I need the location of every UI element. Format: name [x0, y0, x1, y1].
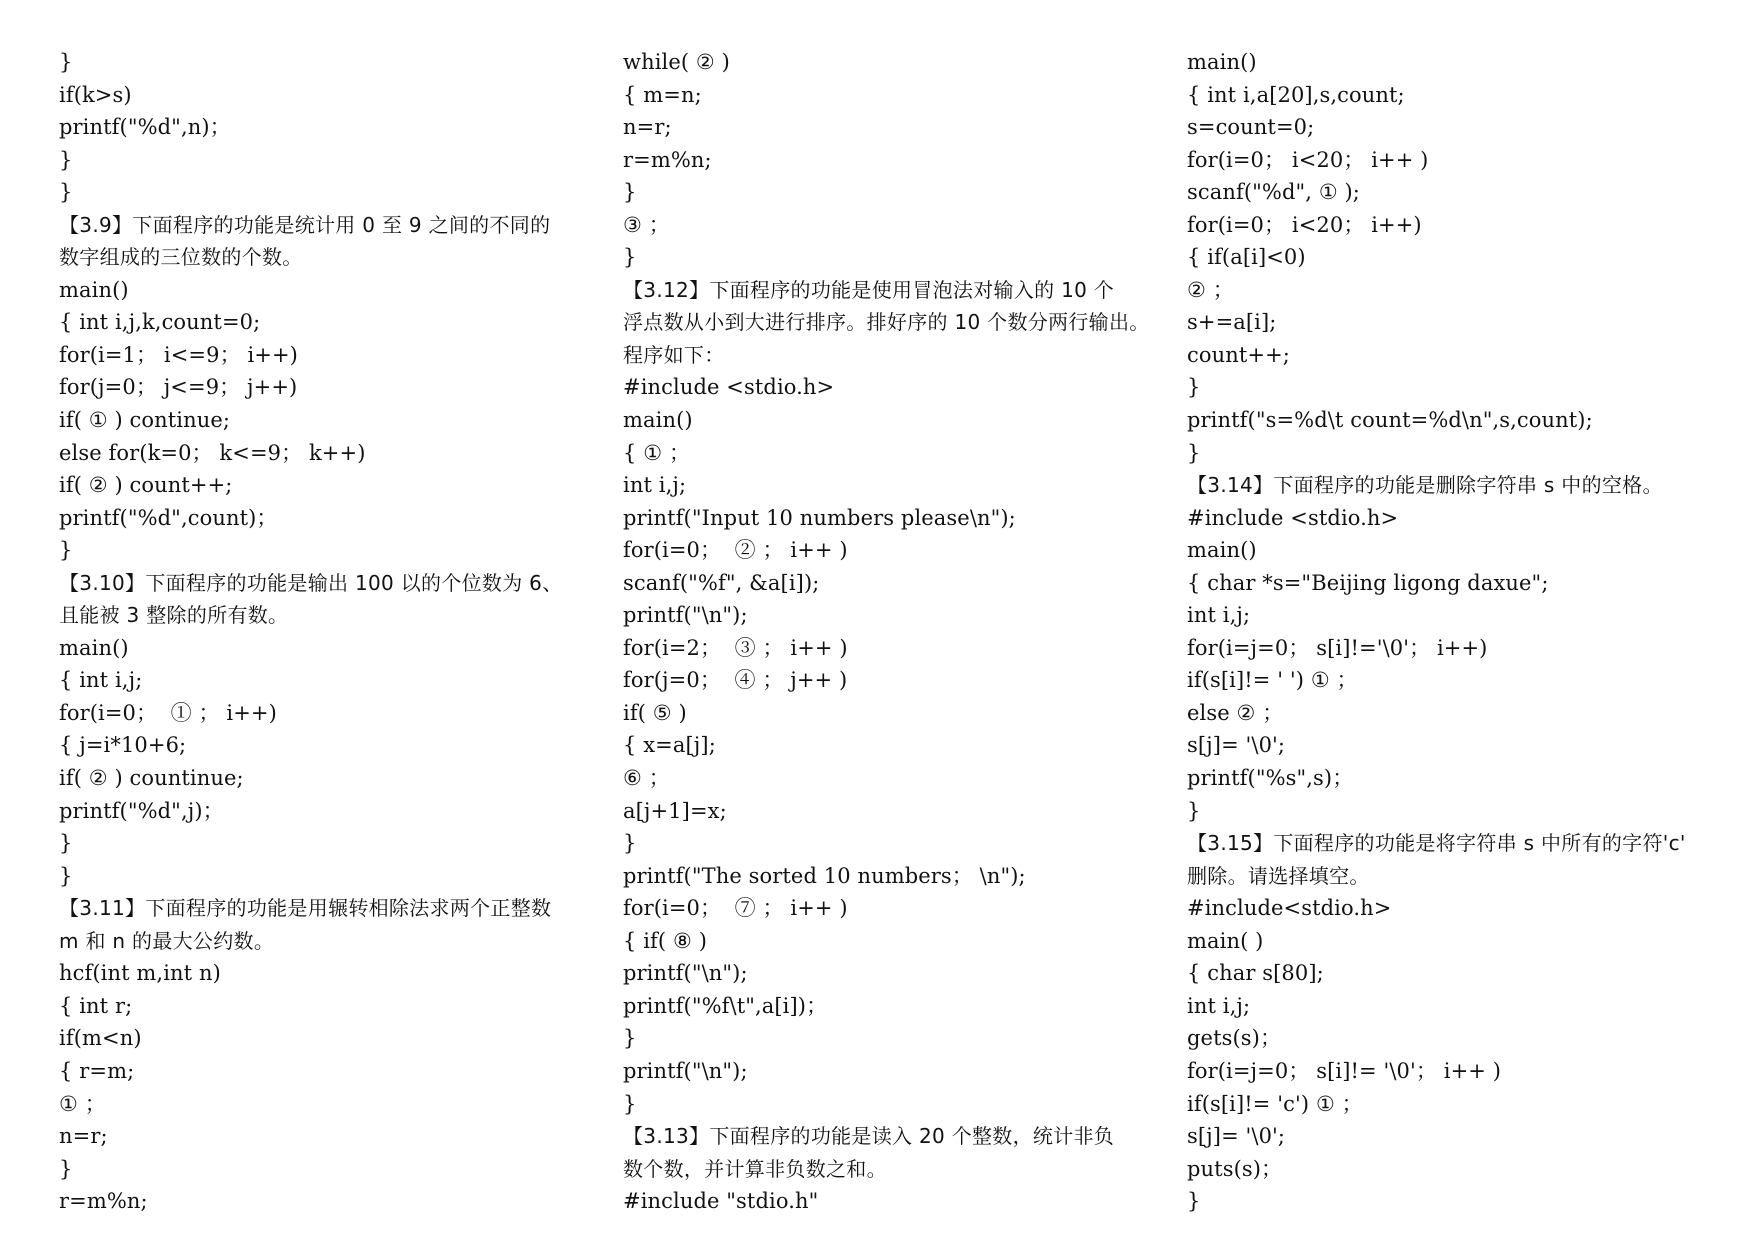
- code-line: { r=m;: [59, 1058, 135, 1083]
- code-line: for(i=0； ⑦ ； i++ ): [623, 896, 848, 921]
- question-heading-3-10: 【3.10】下面程序的功能是输出 100 以的个位数为 6、: [59, 570, 563, 595]
- code-line: { if( ⑧ ): [623, 928, 707, 953]
- code-line: r=m%n;: [59, 1189, 148, 1214]
- code-line: s=count=0;: [1187, 115, 1315, 140]
- code-line: { int i,j;: [59, 668, 143, 693]
- code-line: }: [1187, 375, 1201, 400]
- code-line: ① ；: [59, 1091, 106, 1116]
- code-line: count++;: [1187, 342, 1290, 367]
- code-line: for(j=0； ④ ； j++ ): [623, 668, 848, 693]
- code-line: }: [623, 245, 637, 270]
- question-heading-3-11: 【3.11】下面程序的功能是用辗转相除法求两个正整数: [59, 896, 552, 921]
- code-line: printf("%s",s)；: [1187, 766, 1354, 791]
- code-line: printf("%d",j)；: [59, 798, 224, 823]
- code-line: else ② ；: [1187, 700, 1284, 725]
- code-line: for(i=0； i<20； i++): [1187, 212, 1422, 237]
- code-line: }: [1187, 1189, 1201, 1214]
- code-line: ② ；: [1187, 277, 1234, 302]
- code-line: printf("%d",n)；: [59, 115, 231, 140]
- code-line: }: [59, 147, 73, 172]
- code-line: printf("\n");: [623, 961, 748, 986]
- question-text: 程序如下：: [623, 342, 725, 367]
- question-heading-3-13: 【3.13】下面程序的功能是读入 20 个整数，统计非负: [623, 1124, 1115, 1149]
- code-line: printf("\n");: [623, 1058, 748, 1083]
- code-line: s+=a[i];: [1187, 310, 1277, 335]
- code-line: s[j]= '\0';: [1187, 733, 1286, 758]
- question-heading-3-12: 【3.12】下面程序的功能是使用冒泡法对输入的 10 个: [623, 277, 1115, 302]
- code-line: scanf("%d", ① );: [1187, 180, 1360, 205]
- question-heading-3-9: 【3.9】下面程序的功能是统计用 0 至 9 之间的不同的: [59, 212, 551, 237]
- code-line: { char s[80];: [1187, 961, 1324, 986]
- column-middle: [623, 46, 1163, 1218]
- code-line: if( ② ) count++;: [59, 473, 233, 498]
- code-line: }: [59, 180, 73, 205]
- code-line: printf("Input 10 numbers please\n");: [623, 505, 1016, 530]
- code-line: for(i=0； ① ； i++): [59, 700, 277, 725]
- code-line: }: [59, 831, 73, 856]
- code-line: printf("s=%d\t count=%d\n",s,count);: [1187, 408, 1593, 433]
- code-line: printf("The sorted 10 numbers； \n");: [623, 863, 1026, 888]
- code-line: r=m%n;: [623, 147, 712, 172]
- code-line: for(i=1； i<=9； i++): [59, 342, 298, 367]
- code-line: if( ② ) countinue;: [59, 766, 244, 791]
- code-line: main(): [623, 408, 693, 433]
- code-line: int i,j;: [1187, 603, 1251, 628]
- code-line: ③ ；: [623, 212, 670, 237]
- code-line: { int i,a[20],s,count;: [1187, 82, 1405, 107]
- code-line: }: [59, 50, 73, 74]
- code-line: main(): [59, 635, 129, 660]
- code-line: }: [1187, 798, 1201, 823]
- code-line: { m=n;: [623, 82, 702, 107]
- code-line: printf("%f\t",a[i])；: [623, 993, 828, 1018]
- code-line: { j=i*10+6;: [59, 733, 187, 758]
- code-line: #include "stdio.h": [623, 1189, 819, 1214]
- question-text: m 和 n 的最大公约数。: [59, 928, 275, 953]
- code-line: if( ⑤ ): [623, 700, 687, 725]
- code-line: }: [1187, 440, 1201, 465]
- code-line: #include <stdio.h>: [1187, 505, 1399, 530]
- code-line: { int i,j,k,count=0;: [59, 310, 261, 335]
- code-line: main( ): [1187, 928, 1264, 953]
- code-line: s[j]= '\0';: [1187, 1124, 1286, 1149]
- code-line: gets(s)；: [1187, 1026, 1282, 1051]
- column-left: [59, 46, 599, 1218]
- code-line: int i,j;: [1187, 993, 1251, 1018]
- code-line: main(): [1187, 50, 1257, 74]
- code-line: #include<stdio.h>: [1187, 896, 1392, 921]
- code-line: n=r;: [623, 115, 672, 140]
- question-text: 浮点数从小到大进行排序。排好序的 10 个数分两行输出。: [623, 310, 1150, 335]
- code-line: puts(s)；: [1187, 1156, 1283, 1181]
- code-line: main(): [1187, 538, 1257, 563]
- code-line: { char *s="Beijing ligong daxue";: [1187, 570, 1549, 595]
- code-line: hcf(int m,int n): [59, 961, 221, 986]
- code-line: printf("%d",count)；: [59, 505, 278, 530]
- code-line: while( ② ): [623, 50, 730, 74]
- code-line: n=r;: [59, 1124, 108, 1149]
- code-line: for(i=2； ③ ； i++ ): [623, 635, 848, 660]
- question-heading-3-15: 【3.15】下面程序的功能是将字符串 s 中所有的字符'c': [1187, 831, 1686, 856]
- code-line: for(j=0； j<=9； j++): [59, 375, 298, 400]
- code-line: { ① ；: [623, 440, 691, 465]
- code-line: if(m<n): [59, 1026, 142, 1051]
- code-line: scanf("%f", &a[i]);: [623, 570, 820, 595]
- code-line: }: [623, 180, 637, 205]
- question-text: 删除。请选择填空。: [1187, 863, 1370, 888]
- code-line: if( ① ) continue;: [59, 408, 231, 433]
- question-heading-3-14: 【3.14】下面程序的功能是删除字符串 s 中的空格。: [1187, 473, 1663, 498]
- code-line: }: [59, 863, 73, 888]
- code-line: #include <stdio.h>: [623, 375, 835, 400]
- question-text: 数字组成的三位数的个数。: [59, 245, 303, 270]
- code-line: if(k>s): [59, 82, 132, 107]
- question-text: 且能被 3 整除的所有数。: [59, 603, 289, 628]
- code-line: }: [59, 1156, 73, 1181]
- code-line: for(i=j=0； s[i]!= '\0'； i++ ): [1187, 1058, 1502, 1083]
- code-line: }: [623, 1026, 637, 1051]
- code-line: printf("\n");: [623, 603, 748, 628]
- code-line: }: [623, 1091, 637, 1116]
- code-line: ⑥ ；: [623, 766, 670, 791]
- code-line: main(): [59, 277, 129, 302]
- code-line: for(i=0； ② ； i++ ): [623, 538, 848, 563]
- code-line: { int r;: [59, 993, 133, 1018]
- code-line: a[j+1]=x;: [623, 798, 727, 823]
- code-line: int i,j;: [623, 473, 687, 498]
- column-right: [1187, 46, 1747, 1218]
- code-line: { if(a[i]<0): [1187, 245, 1306, 270]
- code-line: }: [59, 538, 73, 563]
- code-line: for(i=j=0； s[i]!='\0'； i++): [1187, 635, 1488, 660]
- question-text: 数个数，并计算非负数之和。: [623, 1156, 887, 1181]
- code-line: }: [623, 831, 637, 856]
- code-line: for(i=0； i<20； i++ ): [1187, 147, 1429, 172]
- code-line: if(s[i]!= ' ') ① ；: [1187, 668, 1358, 693]
- code-line: if(s[i]!= 'c') ① ；: [1187, 1091, 1363, 1116]
- code-line: { x=a[j];: [623, 733, 716, 758]
- code-line: else for(k=0； k<=9； k++): [59, 440, 366, 465]
